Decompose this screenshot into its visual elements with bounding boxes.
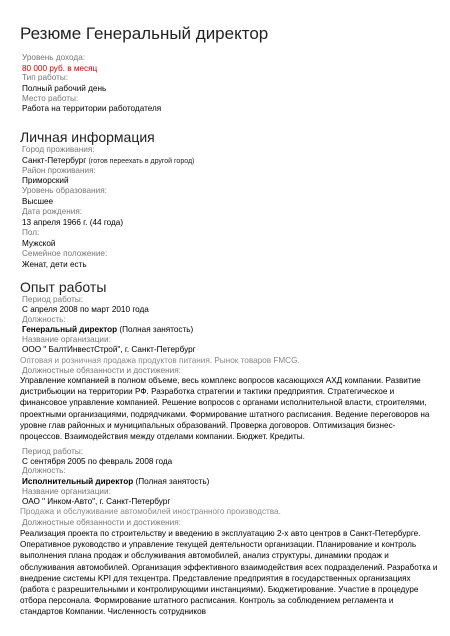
- birth-label: Дата рождения:: [22, 207, 83, 216]
- worktype-value: Полный рабочий день: [22, 84, 107, 93]
- job2-period-value: С сентября 2005 по февраль 2008 года: [22, 457, 173, 466]
- education-value: Высшее: [22, 197, 54, 206]
- job1-position-title: Генеральный директор: [22, 325, 118, 334]
- job1-industry: Оптовая и розничная продажа продуктов питания. Рынок товаров FMCG.: [20, 356, 300, 365]
- experience-heading: Опыт работы: [20, 279, 107, 295]
- job2-duties: Реализация проекта по строительству и введению в эксплуатацию 2-х авто центров в Санкт-Петербурге. Оперативное руководство и управление текущей деятельности организации. Планирование и контроль выполнения плана продаж и обслуживания автомобилей, анализ структуры, динамики продаж и обслуживания автомобилей. Организация эффективного взаимодействия всех подразделений. Разработка и внедрение системы KPI для техцентра. Представление предприятия в государственных организациях (работа с разрешительными и контролирующими инстанциями). Бюджетирование. Участие в процедуре отбора персонала. Формирование штатного расписания. Контроль за соблюдением регламента и стандартов Компании. Численность сотрудников: [20, 529, 438, 617]
- worktype-label: Тип работы:: [22, 73, 69, 82]
- city-relocation-note: (готов переехать в другой город): [88, 158, 195, 165]
- birth-value: 13 апреля 1966 г. (44 года): [22, 218, 124, 227]
- job1-org-label: Название организации:: [22, 335, 111, 344]
- city-value: [22, 156, 194, 165]
- job1-position-label: Должность:: [22, 315, 66, 324]
- education-label: Уровень образования:: [22, 186, 107, 195]
- job1-duties: Управление компанией в полном объеме, весь комплекс вопросов касающихся АХД компании. Развитие дистрибьюции на территории РФ. Разработка стратегии и тактики предприятия. Стратегическое и финансовое управление компанией. Решение вопросов с органами исполнительной власти, строителями, проектными организациями, подрядчиками. Формирование штатного расписания. Ведение переговоров на уровне глав районных и муниципальных образований. Проверка договоров. Оптимизация бизнес- процессов. Взаимодействия между отделами компании. Бюджет. Кредиты.: [20, 376, 430, 442]
- place-value: Работа на территории работодателя: [22, 104, 162, 113]
- job1-employment: (Полная занятость): [119, 325, 194, 334]
- city-label: Город проживания:: [22, 145, 95, 154]
- job2-position: [22, 477, 209, 486]
- job1-position: [22, 325, 193, 334]
- job1-period-label: Период работы:: [22, 295, 84, 304]
- family-value: Женат, дети есть: [22, 260, 87, 269]
- job1-org-value: ООО " БалтИнвестСтрой", г. Санкт-Петербург: [22, 345, 196, 354]
- job2-employment: (Полная занятость): [135, 477, 210, 486]
- gender-value: Мужской: [22, 239, 56, 248]
- family-label: Семейное положение:: [22, 249, 108, 258]
- job2-position-label: Должность:: [22, 466, 66, 475]
- job2-position-title: Исполнительный директор: [22, 477, 134, 486]
- job2-period-label: Период работы:: [22, 447, 84, 456]
- personal-heading: Личная информация: [20, 129, 155, 145]
- district-label: Район проживания:: [22, 166, 96, 175]
- job1-duties-label: Должностные обязанности и достижения:: [22, 366, 181, 375]
- job2-duties-label: Должностные обязанности и достижения:: [22, 518, 181, 527]
- gender-label: Пол:: [22, 228, 40, 237]
- job1-period-value: С апреля 2008 по март 2010 года: [22, 305, 149, 314]
- place-label: Место работы:: [22, 94, 79, 103]
- job2-industry: Продажа и обслуживание автомобилей иностранного производства.: [20, 507, 281, 516]
- page-title: Резюме Генеральный директор: [20, 24, 269, 43]
- income-value: 80 000 руб. в месяц: [22, 64, 98, 73]
- district-value: Приморский: [22, 176, 69, 185]
- job2-org-value: ОАО " Инком-Авто", г. Санкт-Петербург: [22, 497, 171, 506]
- income-label: Уровень дохода:: [22, 53, 86, 62]
- job2-org-label: Название организации:: [22, 487, 111, 496]
- city-name: Санкт-Петербург: [22, 156, 87, 165]
